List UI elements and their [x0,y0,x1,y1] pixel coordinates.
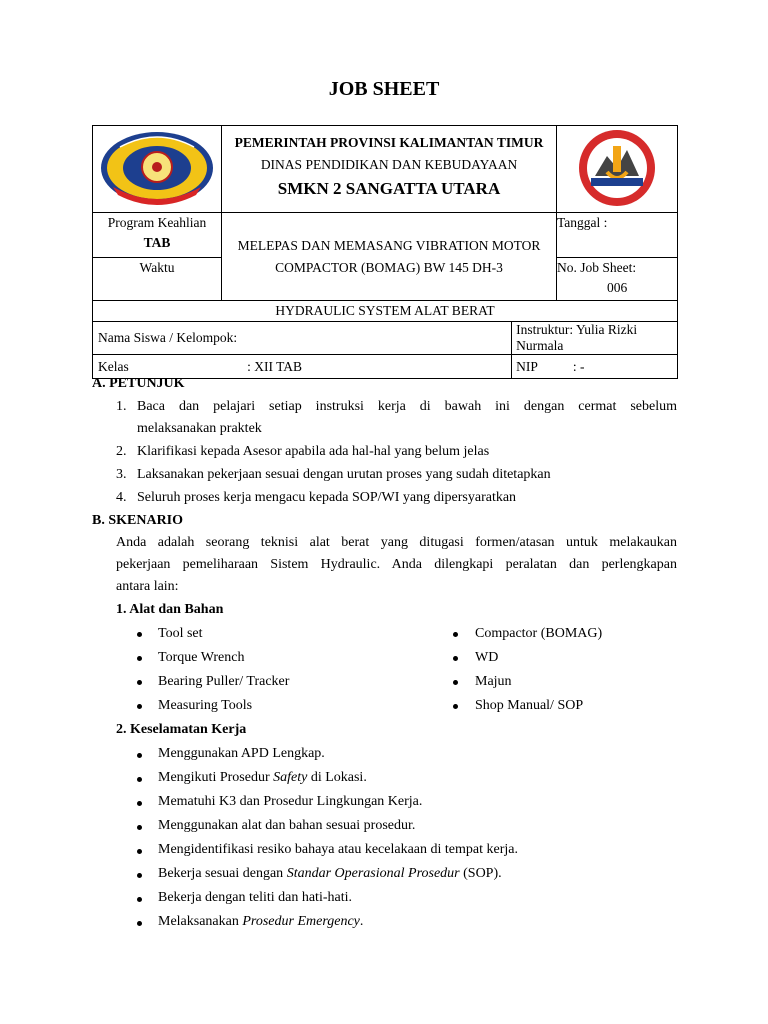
bullet-icon [137,680,142,685]
instructor-cell [512,322,678,355]
right-logo-cell [557,126,678,213]
tools-heading: 1. Alat dan Bahan [116,602,224,617]
job-number-label: No. Job Sheet: [557,260,637,275]
job-title-line-1: MELEPAS DAN MEMASANG VIBRATION MOTOR [237,237,541,253]
job-title-cell [222,213,557,301]
document-title: JOB SHEET [328,78,440,100]
instruction-1-line-1: Baca dan pelajari setiap instruksi kerja di bawah ini dengan cermat sebelum [137,399,677,414]
system-name: HYDRAULIC SYSTEM ALAT BERAT [275,303,495,318]
bullet-icon [137,801,142,806]
section-a-heading: A. PETUNJUK [92,376,185,391]
school-name: SMKN 2 SANGATTA UTARA [277,179,501,198]
safety-item: Menggunakan alat dan bahan sesuai prosedur. [158,818,416,833]
job-title-line-2: COMPACTOR (BOMAG) BW 145 DH-3 [275,259,503,275]
safety-item: Bekerja dengan teliti dan hati-hati. [158,890,352,905]
class-cell [93,355,512,379]
safety-item: Mematuhi K3 dan Prosedur Lingkungan Kerja. [158,794,423,809]
material-item: Compactor (BOMAG) [475,626,603,641]
org-line-1: PEMERINTAH PROVINSI KALIMANTAN TIMUR [234,135,544,150]
material-item: Shop Manual/ SOP [475,698,584,713]
bullet-icon [137,777,142,782]
bullet-icon [137,753,142,758]
material-item: WD [475,650,499,665]
program-label: Program Keahlian [107,215,207,230]
safety-heading: 2. Keselamatan Kerja [116,722,247,737]
instruction-2: Klarifikasi kepada Asesor apabila ada hal-hal yang belum jelas [137,444,490,459]
instruction-number-3: 3. [116,467,127,482]
nip-value: : - [572,358,585,374]
bullet-icon [137,873,142,878]
bullet-icon [453,704,458,709]
waktu-cell [93,258,222,301]
instruction-number-1: 1. [116,399,127,414]
bullet-icon [137,897,142,902]
tool-item: Tool set [158,626,203,641]
tool-item: Measuring Tools [158,698,253,713]
safety-item: Menggunakan APD Lengkap. [158,746,325,761]
program-cell [93,213,222,258]
school-logo-left [98,129,216,207]
instruction-1-line-2: melaksanakan praktek [137,421,262,436]
scenario-line-3: antara lain: [116,579,179,594]
student-name-cell [93,322,512,355]
bullet-icon [453,680,458,685]
bullet-icon [137,656,142,661]
program-value: TAB [143,235,171,250]
safety-item: Mengidentifikasi resiko bahaya atau kecelakaan di tempat kerja. [158,842,518,857]
nip-label: NIP [516,358,538,374]
job-number-cell [557,258,678,301]
job-number-value: 006 [607,280,628,295]
scenario-line-1: Anda adalah seorang teknisi alat berat yang ditugasi formen/atasan untuk melakaukan [116,535,677,550]
safety-item: Mengikuti Prosedur Safety di Lokasi. [158,770,367,785]
instructor-label: Instruktur: Yulia Rizki Nurmala [516,322,638,353]
tool-item: Bearing Puller/ Tracker [158,674,290,689]
section-b-heading: B. SKENARIO [92,513,184,528]
tool-item: Torque Wrench [158,650,245,665]
tanggal-label: Tanggal : [557,215,608,230]
class-label: Kelas [98,358,129,374]
organization-cell [222,126,557,213]
instruction-number-2: 2. [116,444,127,459]
instruction-number-4: 4. [116,490,127,505]
tanggal-cell [557,213,678,258]
student-name-label: Nama Siswa / Kelompok: [98,330,238,345]
scenario-line-2: pekerjaan pemeliharaan Sistem Hydraulic. Anda dilengkapi peralatan dan perlengkapan [116,557,677,572]
org-line-2: DINAS PENDIDIKAN DAN KEBUDAYAAN [260,157,518,172]
bullet-icon [137,921,142,926]
bullet-icon [137,849,142,854]
safety-item: Bekerja sesuai dengan Standar Operasional Prosedur (SOP). [158,866,502,881]
bullet-icon [453,632,458,637]
nip-cell [512,355,678,379]
bullet-icon [137,704,142,709]
instruction-4: Seluruh proses kerja mengacu kepada SOP/WI yang dipersyaratkan [137,490,517,505]
class-value: : XII TAB [247,358,303,374]
bullet-icon [453,656,458,661]
waktu-label: Waktu [139,260,175,275]
left-logo-cell [93,126,222,213]
bullet-icon [137,632,142,637]
bullet-icon [137,825,142,830]
safety-item: Melaksanakan Prosedur Emergency. [158,914,364,929]
job-sheet-header-table [92,125,678,379]
material-item: Majun [475,674,512,689]
instruction-3: Laksanakan pekerjaan sesuai dengan urutan proses yang sudah ditetapkan [137,467,551,482]
system-cell [93,301,678,322]
school-logo-right [567,128,667,208]
